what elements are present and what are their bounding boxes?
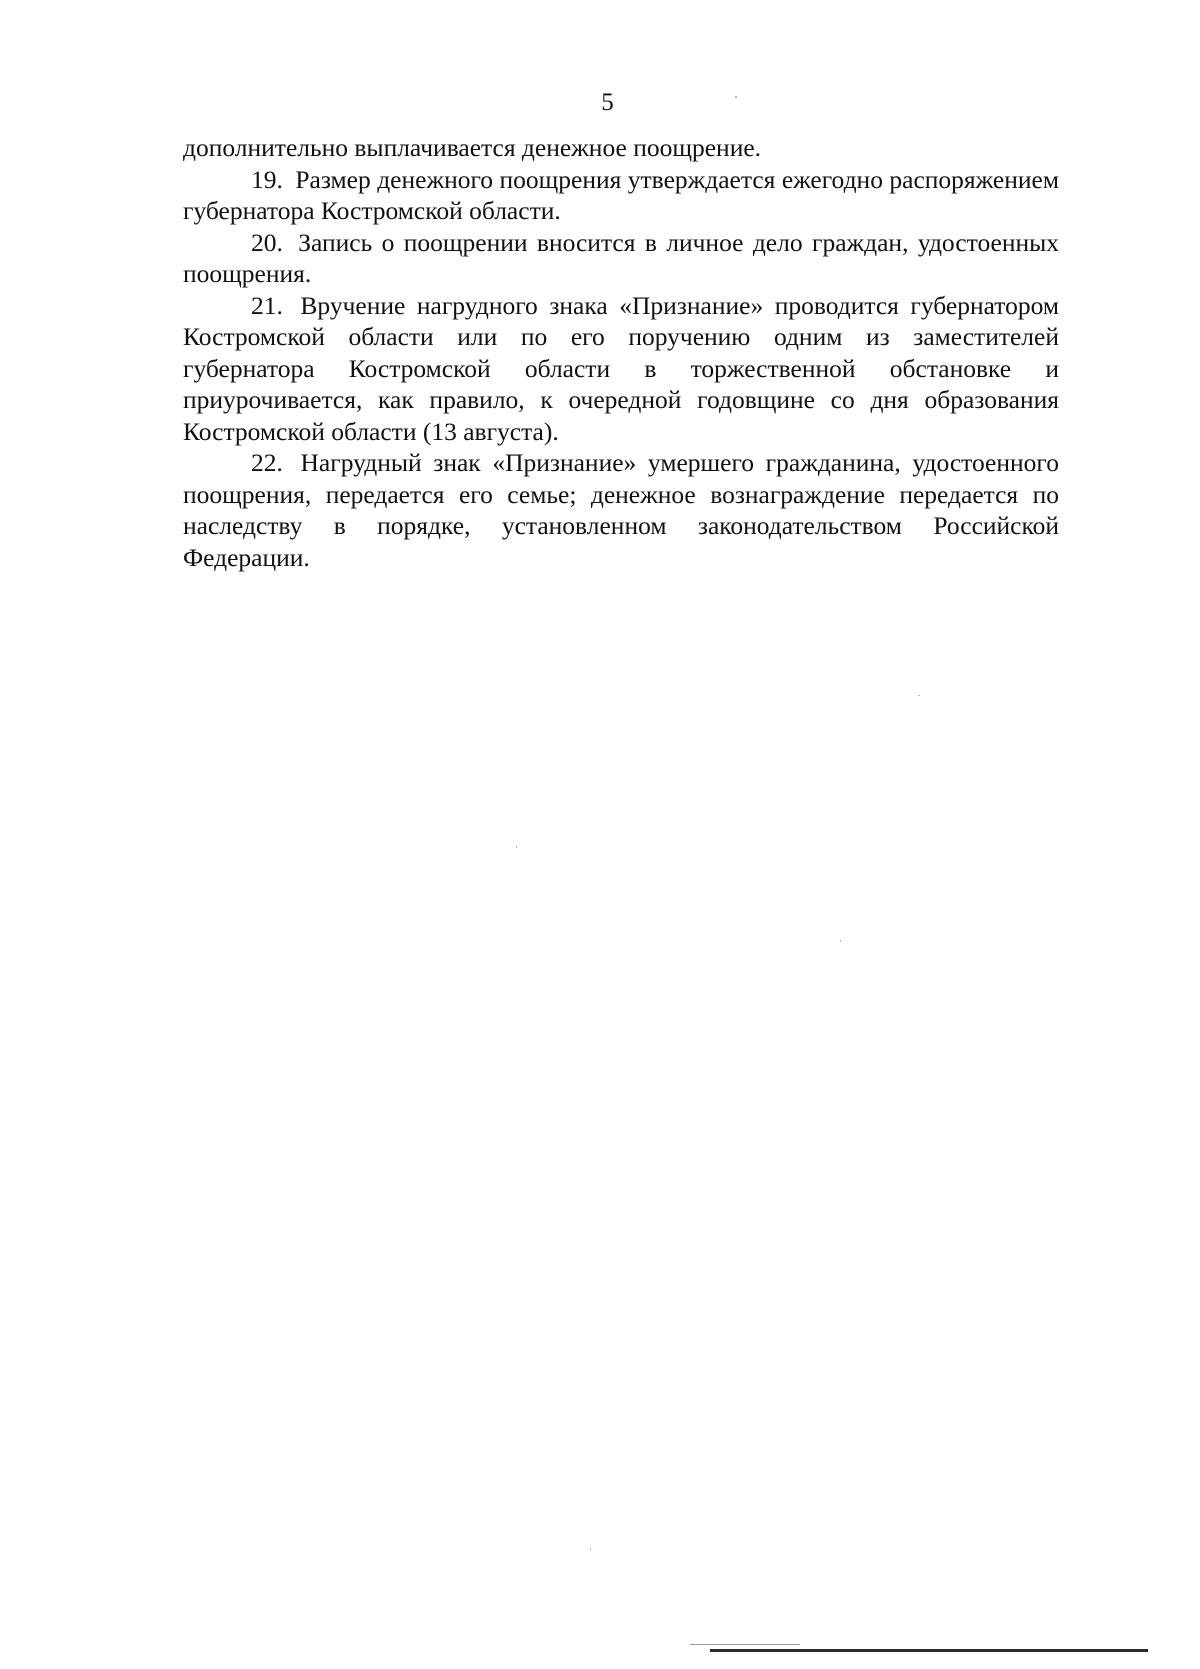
footer-rule-thin bbox=[690, 1644, 800, 1645]
clause-21 bbox=[183, 290, 1059, 448]
clause-19 bbox=[183, 164, 1059, 227]
scan-speck bbox=[840, 940, 841, 942]
page-number: 5 bbox=[601, 89, 614, 116]
scan-speck bbox=[590, 1548, 591, 1550]
continuation-paragraph: дополнительно выплачивается денежное поощрение. bbox=[183, 133, 762, 162]
clause-number: 22. bbox=[251, 448, 283, 477]
clause-text: Нагрудный знак «Признание» умершего гражданина, удостоенного поощрения, передается его семье; денежное вознаграждение передается по наследству в порядке, установленном законодательством Российской Федерации. bbox=[183, 448, 1059, 572]
clause-text: Размер денежного поощрения утверждается ежегодно распоряжением губернатора Костромской области. bbox=[183, 164, 1059, 225]
scan-speck bbox=[735, 96, 737, 98]
clause-20 bbox=[183, 227, 1059, 290]
footer-rule bbox=[710, 1649, 1148, 1652]
scan-speck bbox=[918, 695, 920, 696]
clause-number: 20. bbox=[251, 227, 283, 257]
scan-speck bbox=[516, 846, 517, 848]
clause-number: 19. bbox=[251, 164, 283, 194]
clause-text: Запись о поощрении вносится в личное дело граждан, удостоенных поощрения. bbox=[183, 227, 1059, 288]
document-body bbox=[183, 132, 1059, 573]
clause-number: 21. bbox=[251, 290, 283, 320]
clause-22 bbox=[183, 447, 1059, 573]
clause-text: Вручение нагрудного знака «Признание» проводится губернатором Костромской области или по его поручению одним из заместителей губернатора Костромской области в торжественной обстановке и приурочивается, как правило, к очередной годовщине со дня образования Костромской области (13 августа). bbox=[183, 290, 1060, 446]
